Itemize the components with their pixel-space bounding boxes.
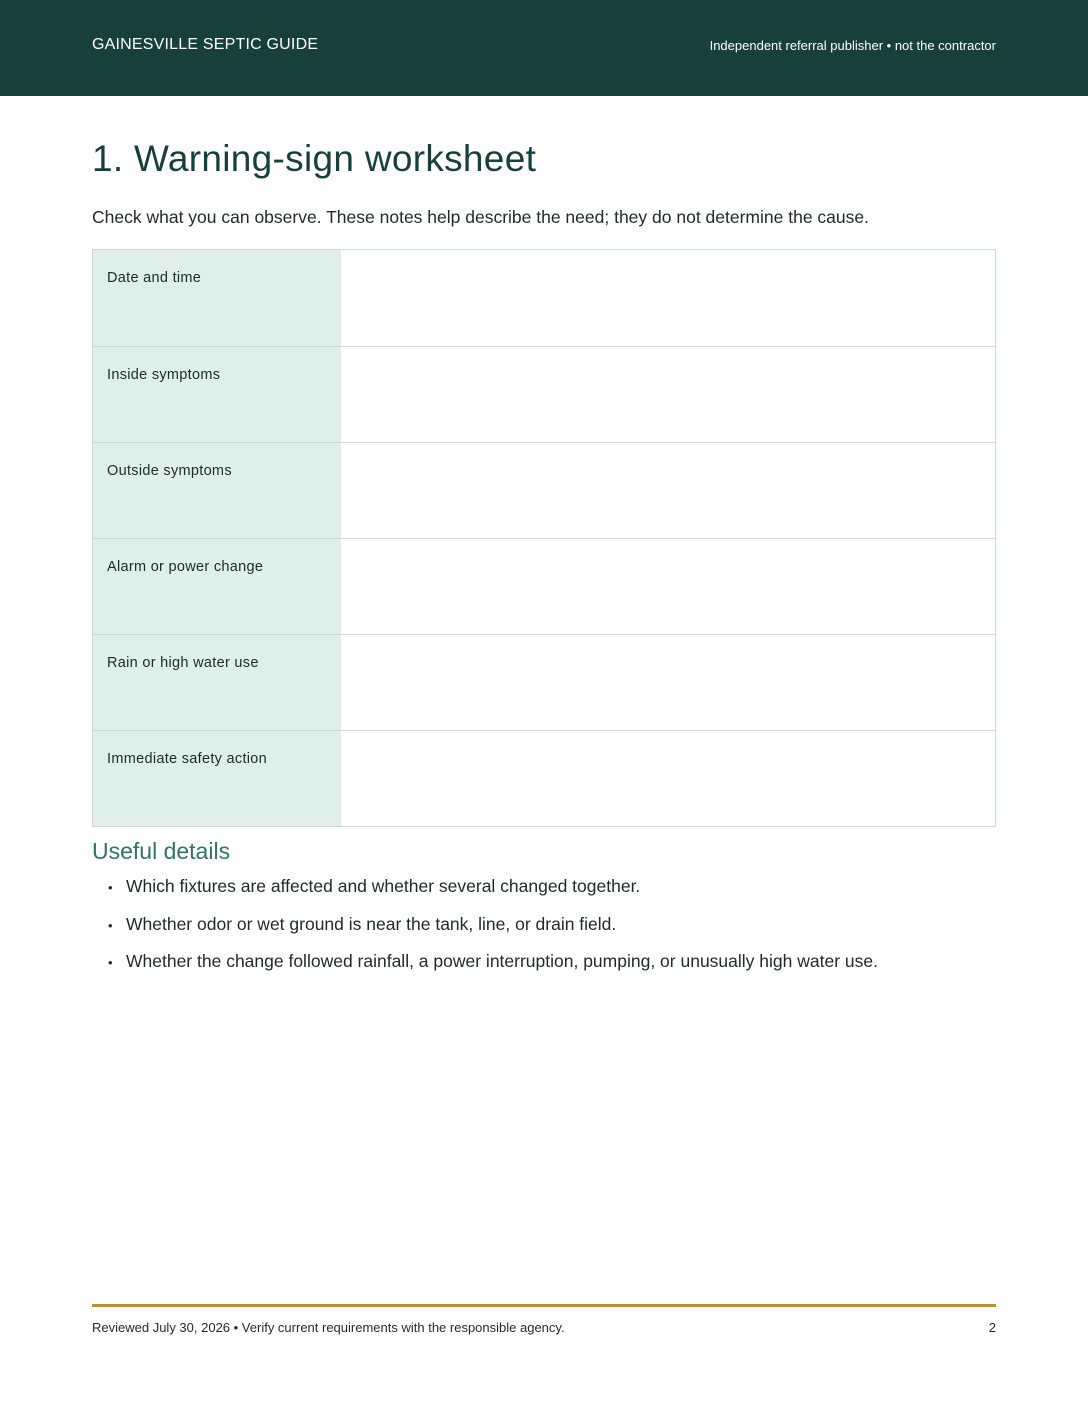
list-item-text: Whether odor or wet ground is near the tank, line, or drain field.	[126, 913, 617, 934]
worksheet-label: Inside symptoms	[93, 347, 341, 442]
publisher-tagline: Independent referral publisher • not the contractor	[709, 38, 996, 53]
list-item	[108, 914, 878, 952]
worksheet-label: Outside symptoms	[93, 443, 341, 538]
brand-name: GAINESVILLE SEPTIC GUIDE	[92, 36, 319, 53]
worksheet-label: Rain or high water use	[93, 635, 341, 730]
worksheet-entry-field[interactable]	[341, 539, 995, 634]
top-banner	[0, 0, 1088, 96]
worksheet-entry-field[interactable]	[341, 250, 995, 346]
page-number: 2	[988, 1320, 996, 1335]
worksheet-row-outside-symptoms	[93, 442, 995, 538]
footer-divider	[92, 1304, 996, 1307]
worksheet-entry-field[interactable]	[341, 347, 995, 442]
worksheet-label: Alarm or power change	[93, 539, 341, 634]
worksheet-row-inside-symptoms	[93, 346, 995, 442]
worksheet-row-date-time	[93, 250, 995, 346]
warning-sign-worksheet	[92, 249, 996, 827]
worksheet-entry-field[interactable]	[341, 443, 995, 538]
footer-note: Reviewed July 30, 2026 • Verify current requirements with the responsible agency.	[92, 1320, 565, 1335]
worksheet-label: Date and time	[93, 250, 341, 346]
useful-details-list	[108, 876, 878, 989]
worksheet-label: Immediate safety action	[93, 731, 341, 826]
list-item-text: Whether the change followed rainfall, a power interruption, pumping, or unusually high water use.	[126, 951, 878, 971]
worksheet-row-safety-action	[93, 730, 995, 826]
list-item-text: Which fixtures are affected and whether several changed together.	[126, 876, 641, 896]
bullet-icon: •	[108, 917, 113, 933]
page-title: 1. Warning-sign worksheet	[92, 138, 537, 179]
worksheet-entry-field[interactable]	[341, 731, 995, 826]
bullet-icon: •	[108, 955, 113, 970]
worksheet-entry-field[interactable]	[341, 635, 995, 730]
intro-text: Check what you can observe. These notes help describe the need; they do not determine the cause.	[92, 207, 869, 227]
list-item	[108, 876, 878, 914]
worksheet-row-rain-water-use	[93, 634, 995, 730]
useful-details-heading: Useful details	[92, 838, 231, 864]
worksheet-row-alarm-power	[93, 538, 995, 634]
bullet-icon: •	[108, 880, 113, 895]
list-item	[108, 951, 878, 989]
